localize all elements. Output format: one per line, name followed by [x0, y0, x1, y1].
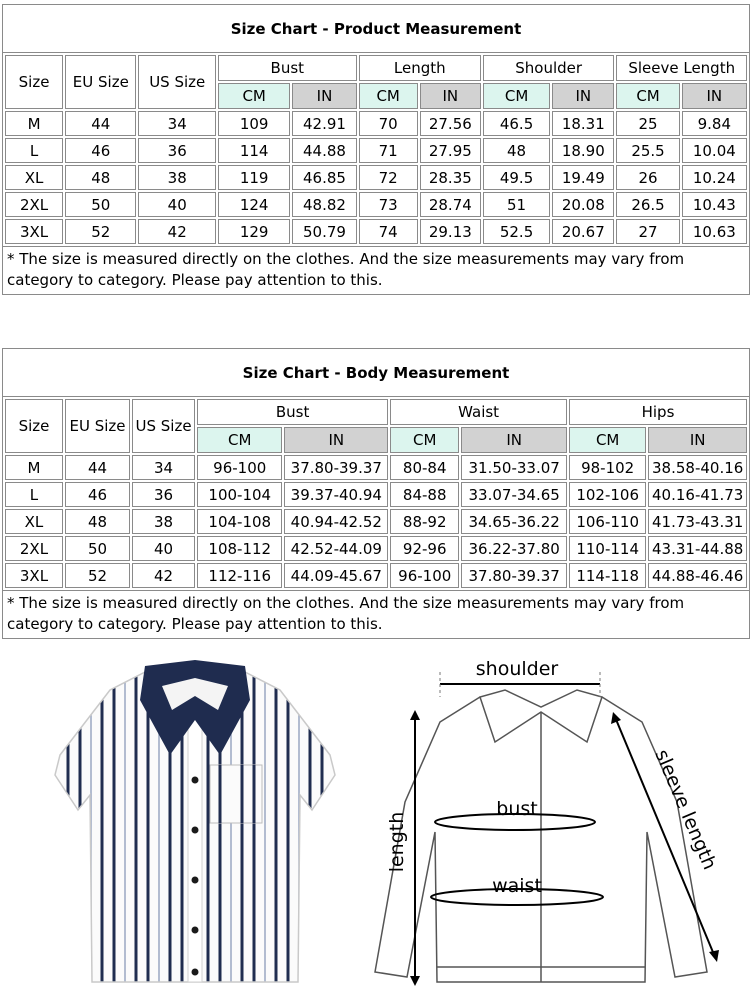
cell: XL	[5, 509, 63, 534]
body-size-table	[3, 397, 749, 590]
cell: 34	[138, 111, 215, 136]
header-size: Size	[5, 399, 63, 453]
cell: 74	[359, 219, 418, 244]
cell: 48	[483, 138, 550, 163]
cell: 100-104	[197, 482, 282, 507]
product-chart-title: Size Chart - Product Measurement	[3, 5, 749, 53]
bust-measure	[435, 798, 595, 830]
cell: 33.07-34.65	[461, 482, 567, 507]
header-shoulder: Shoulder	[483, 55, 615, 81]
body-chart-note: * The size is measured directly on the clothes. And the size measurements may vary from category to category. Please pay attention to this.	[3, 590, 749, 638]
cell: 37.80-39.37	[461, 563, 567, 588]
waist-label: waist	[492, 875, 542, 897]
cell: 2XL	[5, 192, 63, 217]
cell: 72	[359, 165, 418, 190]
cell: 41.73-43.31	[648, 509, 747, 534]
cell: 50.79	[292, 219, 356, 244]
cell: 36	[132, 482, 195, 507]
cell: 50	[65, 536, 130, 561]
header-in: IN	[648, 427, 747, 453]
header-in: IN	[284, 427, 388, 453]
cell: 49.5	[483, 165, 550, 190]
cell: 44	[65, 111, 136, 136]
header-eu-size: EU Size	[65, 55, 136, 109]
header-in: IN	[420, 83, 481, 109]
cell: 27	[616, 219, 679, 244]
cell: 114	[218, 138, 290, 163]
cell: 98-102	[569, 455, 646, 480]
cell: 73	[359, 192, 418, 217]
cell: 108-112	[197, 536, 282, 561]
cell: 38	[132, 509, 195, 534]
header-cm: CM	[616, 83, 679, 109]
cell: 34	[132, 455, 195, 480]
cell: 44.88	[292, 138, 356, 163]
cell: 20.08	[552, 192, 614, 217]
striped-shirt-image	[50, 660, 340, 990]
cell: XL	[5, 165, 63, 190]
cell: 48	[65, 509, 130, 534]
length-label: length	[386, 811, 408, 873]
header-cm: CM	[218, 83, 290, 109]
body-measurement-chart	[2, 348, 750, 639]
cell: 50	[65, 192, 136, 217]
bust-label: bust	[496, 798, 538, 820]
product-size-table	[3, 53, 749, 246]
header-eu-size: EU Size	[65, 399, 130, 453]
cell: 37.80-39.37	[284, 455, 388, 480]
product-measurement-chart	[2, 4, 750, 295]
cell: 80-84	[390, 455, 459, 480]
header-cm: CM	[359, 83, 418, 109]
cell: 46.5	[483, 111, 550, 136]
cell: 10.43	[682, 192, 747, 217]
cell: 109	[218, 111, 290, 136]
header-in: IN	[552, 83, 614, 109]
cell: 42	[138, 219, 215, 244]
header-in: IN	[292, 83, 356, 109]
table-row	[5, 219, 747, 244]
cell: 46	[65, 482, 130, 507]
cell: 2XL	[5, 536, 63, 561]
cell: 26	[616, 165, 679, 190]
table-row	[5, 509, 747, 534]
cell: 112-116	[197, 563, 282, 588]
cell: 96-100	[197, 455, 282, 480]
cell: 27.95	[420, 138, 481, 163]
cell: 27.56	[420, 111, 481, 136]
cell: L	[5, 482, 63, 507]
cell: 10.04	[682, 138, 747, 163]
cell: 9.84	[682, 111, 747, 136]
cell: 46.85	[292, 165, 356, 190]
cell: 40	[132, 536, 195, 561]
cell: 28.74	[420, 192, 481, 217]
cell: 40.16-41.73	[648, 482, 747, 507]
cell: 10.63	[682, 219, 747, 244]
cell: 18.31	[552, 111, 614, 136]
header-hips: Hips	[569, 399, 747, 425]
shoulder-label: shoulder	[475, 658, 559, 680]
cell: 124	[218, 192, 290, 217]
table-row	[5, 165, 747, 190]
cell: 25.5	[616, 138, 679, 163]
cell: 26.5	[616, 192, 679, 217]
header-length: Length	[359, 55, 481, 81]
cell: 3XL	[5, 219, 63, 244]
table-row	[5, 482, 747, 507]
cell: 110-114	[569, 536, 646, 561]
header-waist: Waist	[390, 399, 567, 425]
header-cm: CM	[390, 427, 459, 453]
cell: 40.94-42.52	[284, 509, 388, 534]
table-row	[5, 192, 747, 217]
header-size: Size	[5, 55, 63, 109]
table-row	[5, 138, 747, 163]
cell: 42.52-44.09	[284, 536, 388, 561]
cell: 19.49	[552, 165, 614, 190]
cell: 36	[138, 138, 215, 163]
cell: 52.5	[483, 219, 550, 244]
header-cm: CM	[197, 427, 282, 453]
cell: 88-92	[390, 509, 459, 534]
cell: 70	[359, 111, 418, 136]
cell: 28.35	[420, 165, 481, 190]
cell: 52	[65, 563, 130, 588]
header-in: IN	[682, 83, 747, 109]
cell: M	[5, 455, 63, 480]
cell: 119	[218, 165, 290, 190]
cell: 48.82	[292, 192, 356, 217]
header-us-size: US Size	[138, 55, 215, 109]
cell: 38.58-40.16	[648, 455, 747, 480]
table-row	[5, 111, 747, 136]
cell: 3XL	[5, 563, 63, 588]
length-measure	[386, 710, 420, 986]
cell: 102-106	[569, 482, 646, 507]
cell: 104-108	[197, 509, 282, 534]
sleeve-length-measure	[611, 712, 721, 962]
cell: 44.88-46.46	[648, 563, 747, 588]
cell: 114-118	[569, 563, 646, 588]
cell: 51	[483, 192, 550, 217]
table-row	[5, 536, 747, 561]
cell: 42	[132, 563, 195, 588]
table-row	[5, 563, 747, 588]
cell: 42.91	[292, 111, 356, 136]
header-cm: CM	[569, 427, 646, 453]
cell: 20.67	[552, 219, 614, 244]
header-in: IN	[461, 427, 567, 453]
cell: 96-100	[390, 563, 459, 588]
header-sleeve-length: Sleeve Length	[616, 55, 747, 81]
cell: 29.13	[420, 219, 481, 244]
measurement-diagram	[345, 652, 745, 997]
header-bust: Bust	[218, 55, 357, 81]
cell: 39.37-40.94	[284, 482, 388, 507]
header-cm: CM	[483, 83, 550, 109]
cell: 92-96	[390, 536, 459, 561]
cell: 34.65-36.22	[461, 509, 567, 534]
cell: 84-88	[390, 482, 459, 507]
header-us-size: US Size	[132, 399, 195, 453]
cell: 18.90	[552, 138, 614, 163]
cell: 71	[359, 138, 418, 163]
cell: 38	[138, 165, 215, 190]
cell: 129	[218, 219, 290, 244]
cell: 52	[65, 219, 136, 244]
cell: 40	[138, 192, 215, 217]
cell: 48	[65, 165, 136, 190]
cell: M	[5, 111, 63, 136]
cell: L	[5, 138, 63, 163]
header-bust: Bust	[197, 399, 388, 425]
cell: 10.24	[682, 165, 747, 190]
cell: 44	[65, 455, 130, 480]
cell: 31.50-33.07	[461, 455, 567, 480]
sleeve-length-label: sleeve length	[650, 746, 721, 873]
cell: 106-110	[569, 509, 646, 534]
cell: 25	[616, 111, 679, 136]
product-chart-note: * The size is measured directly on the clothes. And the size measurements may vary from category to category. Please pay attention to this.	[3, 246, 749, 294]
cell: 46	[65, 138, 136, 163]
cell: 43.31-44.88	[648, 536, 747, 561]
table-row	[5, 455, 747, 480]
cell: 36.22-37.80	[461, 536, 567, 561]
cell: 44.09-45.67	[284, 563, 388, 588]
body-chart-title: Size Chart - Body Measurement	[3, 349, 749, 397]
waist-measure	[431, 875, 603, 905]
